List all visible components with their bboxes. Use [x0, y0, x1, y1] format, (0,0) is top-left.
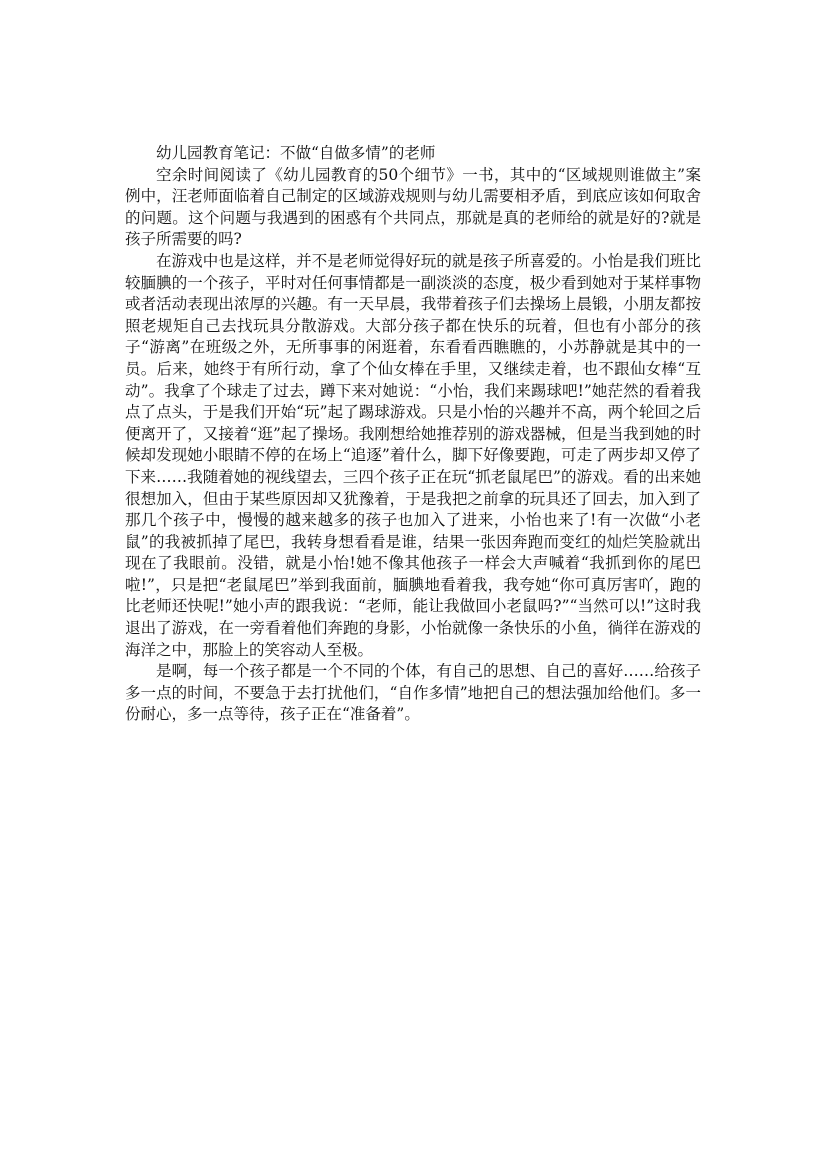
document-body	[125, 143, 701, 726]
paragraph-2: 在游戏中也是这样，并不是老师觉得好玩的就是孩子所喜爱的。小怡是我们班比较腼腆的一个孩子，平时对任何事情都是一副淡淡的态度，极少看到她对于某样事物或者活动表现出浓厚的兴趣。有一天早晨，我带着孩子们去操场上晨锻，小朋友都按照老规矩自己去找玩具分散游戏。大部分孩子都在快乐的玩着，但也有小部分的孩子“游离”在班级之外，无所事事的闲逛着，东看看西瞧瞧的，小苏静就是其中的一员。后来，她终于有所行动，拿了个仙女棒在手里，又继续走着，也不跟仙女棒“互动”。我拿了个球走了过去，蹲下来对她说：“小怡，我们来踢球吧!”她茫然的看着我点了点头，于是我们开始“玩”起了踢球游戏。只是小怡的兴趣并不高，两个轮回之后便离开了，又接着“逛”起了操场。我刚想给她推荐别的游戏器械，但是当我到她的时候却发现她小眼睛不停的在场上“追逐”着什么，脚下好像要跑，可走了两步却又停了下来……我随着她的视线望去，三四个孩子正在玩“抓老鼠尾巴”的游戏。看的出来她很想加入，但由于某些原因却又犹豫着，于是我把之前拿的玩具还了回去，加入到了那几个孩子中，慢慢的越来越多的孩子也加入了进来，小怡也来了!有一次做“小老鼠”的我被抓掉了尾巴，我转身想看看是谁，结果一张因奔跑而变红的灿烂笑脸就出现在了我眼前。没错，就是小怡!她不像其他孩子一样会大声喊着“我抓到你的尾巴啦!”，只是把“老鼠尾巴”举到我面前，腼腆地看着我，我夸她“你可真厉害吖，跑的比老师还快呢!”她小声的跟我说：“老师，能让我做回小老鼠吗?”“当然可以!”这时我退出了游戏，在一旁看着他们奔跑的身影，小怡就像一条快乐的小鱼，徜徉在游戏的海洋之中，那脸上的笑容动人至极。	[125, 251, 701, 659]
paragraph-1: 空余时间阅读了《幼儿园教育的50个细节》一书，其中的“区域规则谁做主”案例中，汪老师面临着自己制定的区域游戏规则与幼儿需要相矛盾，到底应该如何取舍的问题。这个问题与我遇到的困惑有个共同点，那就是真的老师给的就是好的?就是孩子所需要的吗?	[125, 165, 701, 249]
document-title: 幼儿园教育笔记：不做“自做多情”的老师	[156, 144, 436, 162]
paragraph-3: 是啊，每一个孩子都是一个不同的个体，有自己的思想、自己的喜好……给孩子多一点的时间，不要急于去打扰他们，“自作多情”地把自己的想法强加给他们。多一份耐心，多一点等待，孩子正在“准备着”。	[125, 662, 701, 724]
